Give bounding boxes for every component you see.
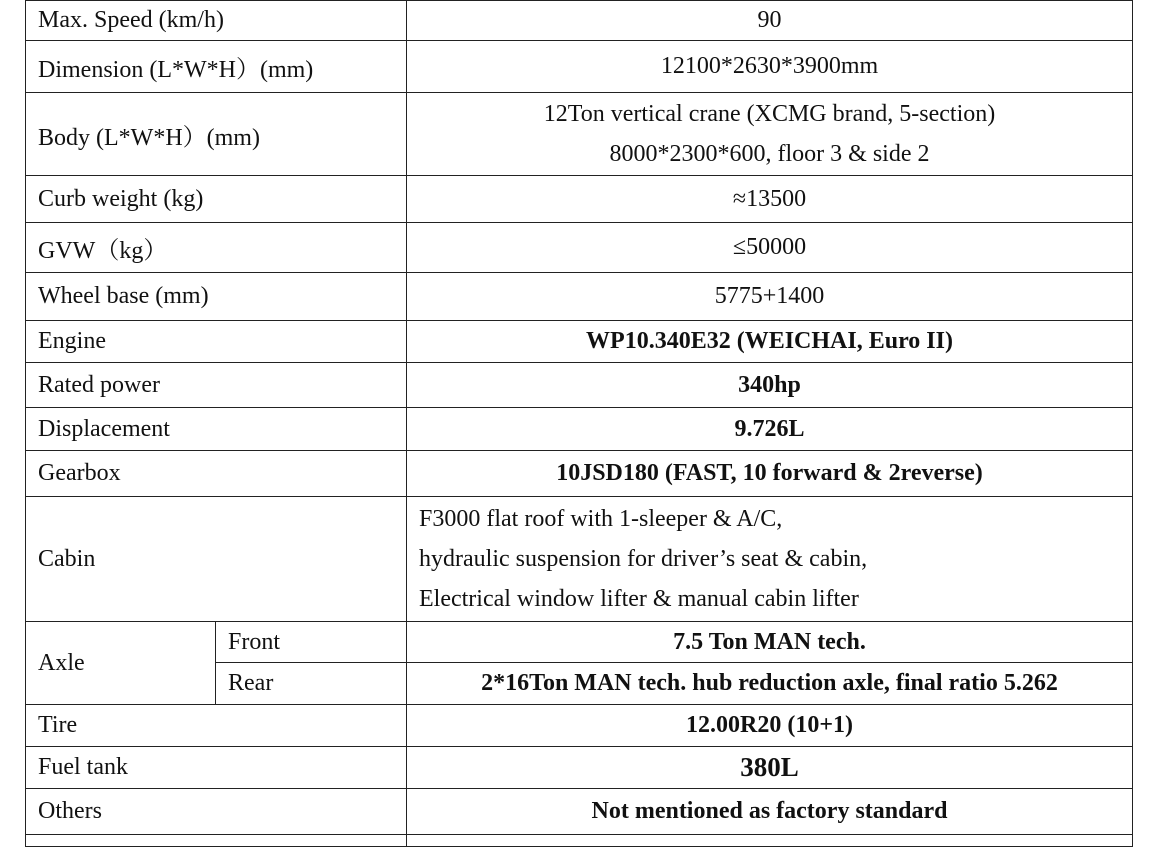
axle-front-label: Front	[216, 622, 407, 663]
table-row	[26, 622, 1133, 663]
table-row	[26, 497, 1133, 622]
body-value	[407, 93, 1133, 176]
table-row	[26, 1, 1133, 41]
table-row	[26, 789, 1133, 835]
table-row	[26, 41, 1133, 93]
table-row	[26, 451, 1133, 497]
table-row	[26, 273, 1133, 321]
gvw-value: ≤50000	[407, 223, 1133, 273]
table-row	[26, 223, 1133, 273]
table-row	[26, 835, 1133, 847]
table-row	[26, 93, 1133, 176]
wheel-base-label: Wheel base (mm)	[26, 273, 407, 321]
cabin-value-line2: hydraulic suspension for driver’s seat & cabin,	[419, 546, 868, 572]
displacement-value: 9.726L	[407, 408, 1133, 451]
gearbox-label: Gearbox	[26, 451, 407, 497]
tire-label: Tire	[26, 705, 407, 747]
tire-value: 12.00R20 (10+1)	[407, 705, 1133, 747]
rated-power-label: Rated power	[26, 363, 407, 408]
body-value-line1: 12Ton vertical crane (XCMG brand, 5-section)	[543, 101, 996, 127]
cabin-label: Cabin	[26, 497, 407, 622]
body-value-line2: 8000*2300*600, floor 3 & side 2	[609, 141, 930, 167]
others-value: Not mentioned as factory standard	[407, 789, 1133, 835]
table-row	[26, 321, 1133, 363]
table-row	[26, 363, 1133, 408]
rated-power-value: 340hp	[407, 363, 1133, 408]
cabin-value	[407, 497, 1133, 622]
dimension-label: Dimension (L*W*H）(mm)	[26, 41, 407, 93]
cabin-value-line3: Electrical window lifter & manual cabin lifter	[419, 586, 859, 612]
others-label: Others	[26, 789, 407, 835]
displacement-label: Displacement	[26, 408, 407, 451]
curb-weight-value: ≈13500	[407, 176, 1133, 223]
cabin-value-line1: F3000 flat roof with 1-sleeper & A/C,	[419, 506, 783, 532]
fuel-tank-label: Fuel tank	[26, 747, 407, 789]
table-row	[26, 176, 1133, 223]
speed-label: Max. Speed (km/h)	[26, 1, 407, 41]
body-label: Body (L*W*H）(mm)	[26, 93, 407, 176]
axle-label: Axle	[26, 622, 216, 705]
dimension-value: 12100*2630*3900mm	[407, 41, 1133, 93]
axle-front-value: 7.5 Ton MAN tech.	[407, 622, 1133, 663]
axle-rear-value: 2*16Ton MAN tech. hub reduction axle, final ratio 5.262	[407, 663, 1133, 705]
speed-value: 90	[407, 1, 1133, 41]
gearbox-value: 10JSD180 (FAST, 10 forward & 2reverse)	[407, 451, 1133, 497]
axle-rear-label: Rear	[216, 663, 407, 705]
engine-label: Engine	[26, 321, 407, 363]
table-row	[26, 747, 1133, 789]
fuel-tank-value: 380L	[407, 747, 1133, 789]
gvw-label: GVW（kg）	[26, 223, 407, 273]
spec-table	[25, 0, 1133, 847]
wheel-base-value: 5775+1400	[407, 273, 1133, 321]
engine-value: WP10.340E32 (WEICHAI, Euro II)	[407, 321, 1133, 363]
curb-weight-label: Curb weight (kg)	[26, 176, 407, 223]
table-row	[26, 408, 1133, 451]
table-row	[26, 705, 1133, 747]
